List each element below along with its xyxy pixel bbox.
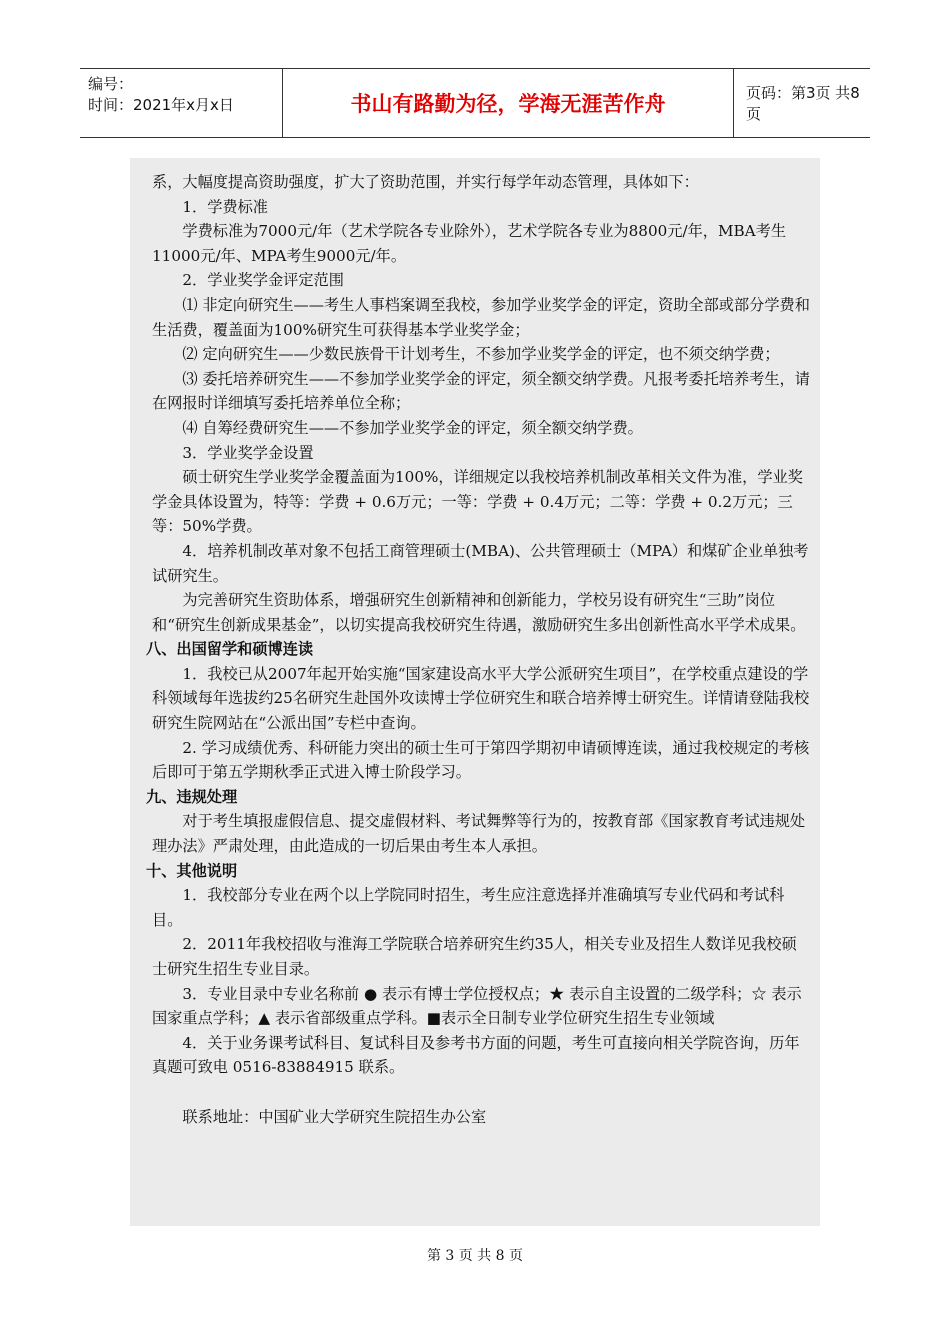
paragraph: 为完善研究生资助体系，增强研究生创新精神和创新能力，学校另设有研究生“三助”岗位和“研究生创新成果基金”，以切实提高我校研究生待遇，激励研究生多出创新性高水平学术成果。 — [152, 591, 806, 634]
paragraph: 对于考生填报虚假信息、提交虚假材料、考试舞弊等行为的，按教育部《国家教育考试违规处理办法》严肃处理，由此造成的一切后果由考生本人承担。 — [152, 812, 806, 856]
paragraph: 2．学业奖学金评定范围 — [182, 271, 344, 290]
paragraph: 1．我校已从2007年起开始实施“国家建设高水平大学公派研究生项目”，在学校重点建设的学科领域每年选拔约25名研究生赴国外攻读博士学位研究生和联合培养博士研究生。详情请登陆我校研究生院网站在“公派出国”专栏中查询。 — [152, 664, 810, 733]
paragraph: 3．学业奖学金设置 — [182, 443, 314, 462]
document-number-label: 编号： — [88, 75, 134, 93]
document-time-label: 时间：2021年x月x日 — [88, 96, 234, 114]
paragraph: 学费标准为7000元/年（艺术学院各专业除外），艺术学院各专业为8800元/年，MBA考生11000元/年、MPA考生9000元/年。 — [152, 222, 787, 265]
paragraph: 4．培养机制改革对象不包括工商管理硕士(MBA)、公共管理硕士（MPA）和煤矿企业单独考试研究生。 — [152, 541, 809, 585]
page-footer: 第 3 页 共 8 页 — [426, 1248, 524, 1264]
section-heading-10: 十、其他说明 — [146, 861, 238, 880]
page-header — [80, 68, 870, 138]
paragraph: 2．2011年我校招收与淮海工学院联合培养研究生约35人，相关专业及招生人数详见我校硕士研究生招生专业目录。 — [152, 935, 797, 978]
header-page-info: 页码：第3页 共8页 — [746, 84, 860, 123]
paragraph: 系，大幅度提高资助强度，扩大了资助范围，并实行每学年动态管理，具体如下： — [152, 173, 699, 191]
section-heading-9: 九、违规处理 — [146, 787, 238, 806]
paragraph: ⑴ 非定向研究生——考生人事档案调至我校，参加学业奖学金的评定，资助全部或部分学费和生活费，覆盖面为100%研究生可获得基本学业奖学金； — [152, 295, 810, 339]
paragraph: 2. 学习成绩优秀、科研能力突出的硕士生可于第四学期初申请硕博连读，通过我校规定的考核后即可于第五学期秋季正式进入博士阶段学习。 — [152, 738, 810, 782]
document-body — [130, 158, 820, 1226]
paragraph: ⑶ 委托培养研究生——不参加学业奖学金的评定，须全额交纳学费。凡报考委托培养考生，请在网报时详细填写委托培养单位全称； — [152, 369, 810, 413]
paragraph: 3．专业目录中专业名称前 ● 表示有博士学位授权点；★ 表示自主设置的二级学科；☆ 表示国家重点学科；▲ 表示省部级重点学科。■表示全日制专业学位研究生招生专业领域 — [152, 984, 802, 1028]
header-motto: 书山有路勤为径，学海无涯苦作舟 — [282, 69, 734, 137]
section-heading-8: 八、出国留学和硕博连读 — [146, 640, 314, 659]
paragraph: ⑷ 自筹经费研究生——不参加学业奖学金的评定，须全额交纳学费。 — [182, 418, 643, 437]
paragraph: 4．关于业务课考试科目、复试科目及参考书方面的问题，考生可直接向相关学院咨询，历年真题可致电 0516-83884915 联系。 — [152, 1033, 800, 1077]
contact-address: 联系地址：中国矿业大学研究生院招生办公室 — [182, 1107, 487, 1126]
paragraph: 硕士研究生学业奖学金覆盖面为100%，详细规定以我校培养机制改革相关文件为准，学业奖学金具体设置为，特等：学费 + 0.6万元；一等：学费 + 0.4万元；二等：学费 + 0.2万元；三等：50%学费。 — [152, 468, 803, 536]
paragraph: 1．我校部分专业在两个以上学院同时招生，考生应注意选择并准确填写专业代码和考试科目。 — [152, 886, 785, 929]
spacer — [152, 1080, 810, 1105]
header-meta — [80, 69, 282, 137]
paragraph: 1．学费标准 — [182, 197, 268, 216]
paragraph: ⑵ 定向研究生——少数民族骨干计划考生，不参加学业奖学金的评定，也不须交纳学费； — [182, 345, 780, 364]
